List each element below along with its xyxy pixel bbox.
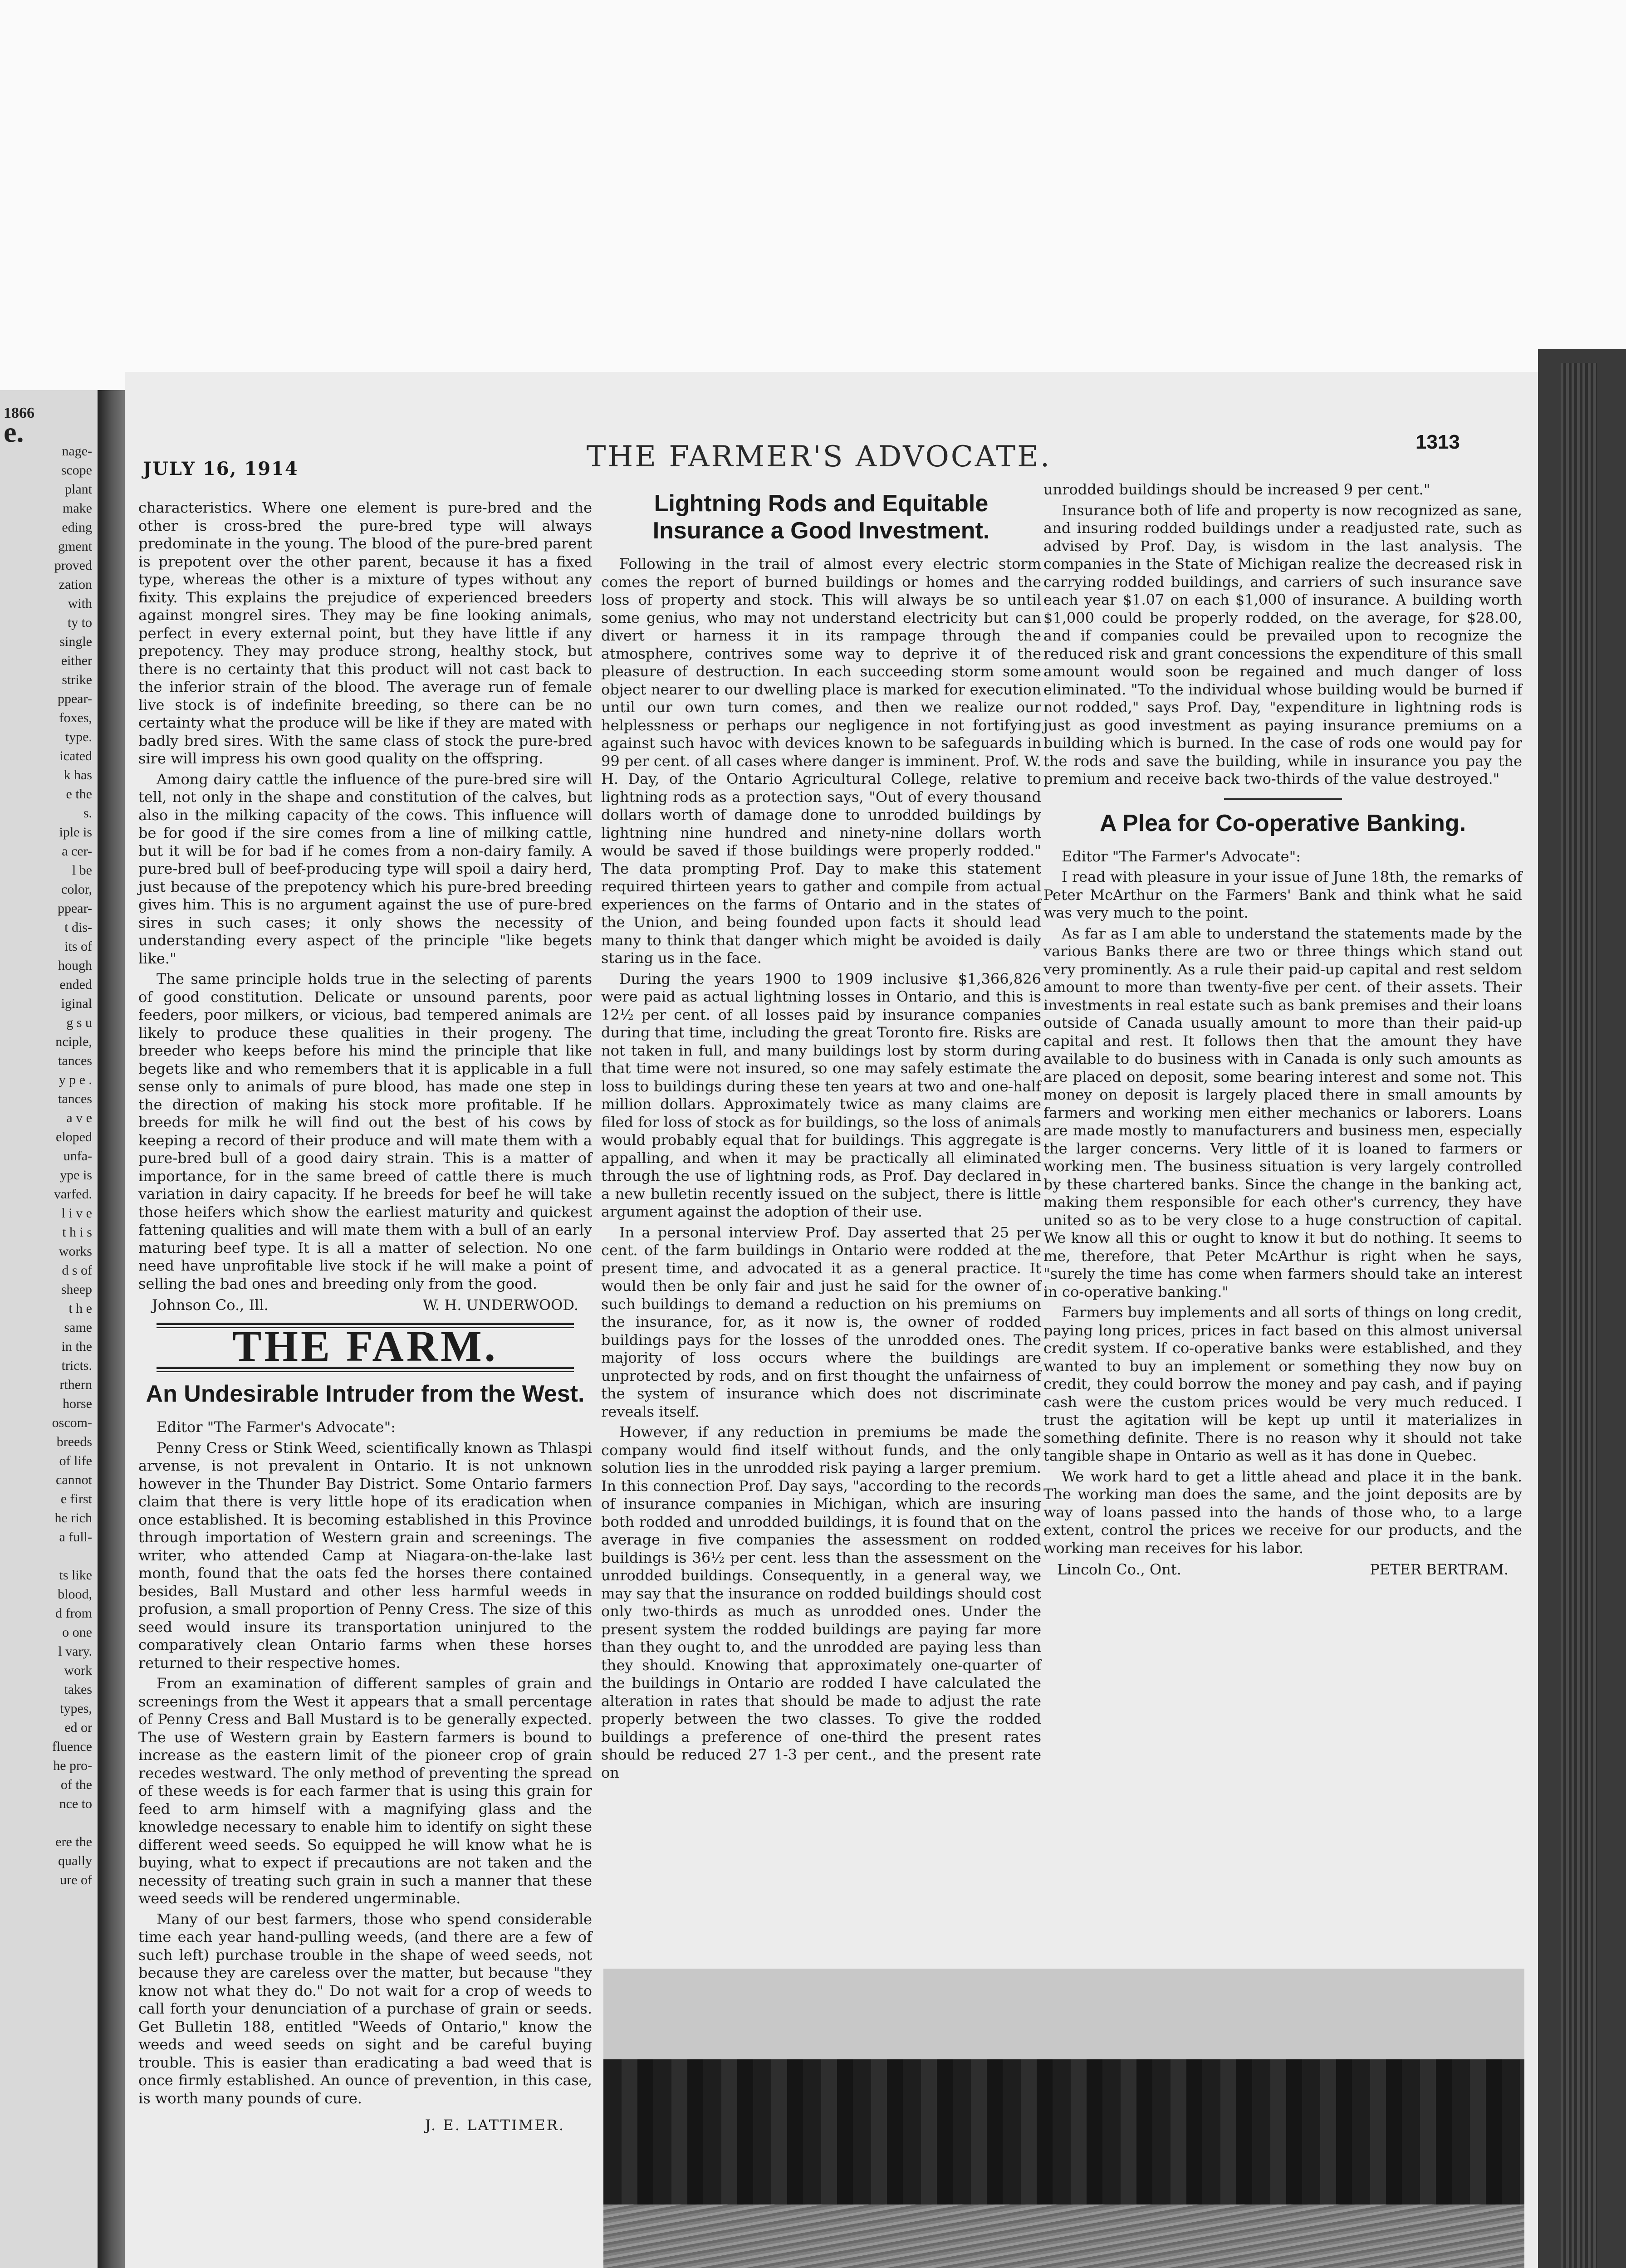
left-page-line: hough bbox=[58, 958, 92, 973]
signature-name: J. E. LATTIMER. bbox=[425, 2116, 565, 2134]
left-page-line: proved bbox=[54, 558, 92, 573]
left-page-line: a cer- bbox=[62, 844, 92, 859]
left-page-line: horse bbox=[63, 1396, 92, 1411]
left-page-line: ty to bbox=[67, 615, 92, 630]
left-page-line: gment bbox=[58, 539, 92, 554]
left-page-line: type. bbox=[65, 729, 92, 744]
paragraph: Following in the trail of almost every electric storm comes the report of burned buildings or homes and the loss of property and stock. This will always be so until some genius, who may not understand electricity but can divert or harness it in its rampage through the atmosphere, contrives some way to deprive it of the pleasure of destruction. In each succeeding storm some object nearer to our dwelling place is marked for execution until our own turn comes, and then we realize our helplessness or perhaps our negligence in not fortifying against such havoc with devices known to be safeguards in 99 per cent. of all cases where danger is imminent. Prof. W. H. Day, of the Ontario Agricultural College, relative to lightning rods as a protection says, "Out of every thousand dollars worth of damage done to unrodded buildings by lightning nine hundred and ninety-nine dollars worth would be saved if those buildings were properly rodded." The data prompting Prof. Day to make this statement required thirteen years to gather and compile from actual experiences on the farms of Ontario and in the states of the Union, and being founded upon facts it should lead many to think that danger which might be avoided is daily staring us in the face. bbox=[601, 555, 1041, 967]
left-page-line: of the bbox=[60, 1777, 92, 1792]
left-page-line: varfed. bbox=[54, 1187, 92, 1202]
left-page-line: o one bbox=[62, 1625, 92, 1640]
article-title: A Plea for Co-operative Banking. bbox=[1099, 810, 1466, 836]
left-page-line: rthern bbox=[59, 1377, 92, 1392]
left-page-line: oscom- bbox=[52, 1415, 92, 1430]
paragraph: During the years 1900 to 1909 inclusive $1,366,826 were paid as actual lightning losses in Ontario, and this is 12½ per cent. of all losses paid by insurance companies during that time, including the great Toronto fire. Risks are not taken in full, and many buildings lost by storm during that time were not insured, so one may safely estimate the loss to buildings during these ten years at two and one-half million dollars. Approximately twice as many claims are filed for loss of stock as for buildings, so the loss of animals would probably equal that for buildings. This aggregate is appalling, and when it may be practically all eliminated through the use of lightning rods, as Prof. Day declared in a new bulletin recently issued on the subject, there is little argument against the adoption of their use. bbox=[601, 970, 1041, 1220]
left-page-line: iginal bbox=[61, 996, 92, 1011]
left-page-line: types, bbox=[60, 1701, 92, 1716]
column-3 bbox=[1043, 481, 1522, 1579]
salutation: Editor "The Farmer's Advocate": bbox=[157, 1418, 396, 1436]
column-2 bbox=[601, 490, 1041, 1784]
paragraph: unrodded buildings should be increased 9 per cent." bbox=[1043, 481, 1430, 498]
left-page-line: s. bbox=[83, 806, 92, 821]
left-page-line: color, bbox=[61, 882, 92, 897]
left-page-line: works bbox=[59, 1244, 92, 1259]
left-page-line: unfa- bbox=[63, 1149, 92, 1163]
left-page-line: tances bbox=[58, 1053, 92, 1068]
paragraph: As far as I am able to understand the statements made by the various Banks there are two or three things which stand out very prominently. As a rule their paid-up capital and rest seldom amount to more than twenty-five per cent. of their assets. Their investments in real estate such as bank premises and their loans outside of Canada usually amount to more than their paid-up capital and rest. It follows then that the amount they have available to do business with in Canada is only such amounts as are placed on deposit, some bearing interest and some not. This money on deposit is largely placed there in small amounts by farmers and working men either mechanics or laborers. Loans are made mostly to manufacturers and business men, especially the larger concerns. Very little of it is loaned to farmers or working men. The business situation is very largely controlled by these chartered banks. Since the change in the banking act, making them responsible for each other's currency, they have united so as to be very close to a huge construction of capital. We know all this or ought to know it but do nothing. It seems to me, therefore, that Peter McArthur is right when he says, "surely the time has come when farmers should take an interest in co-operative banking." bbox=[1043, 924, 1522, 1300]
left-page-line: g s u bbox=[66, 1015, 92, 1030]
signature-name: PETER BERTRAM. bbox=[1370, 1561, 1508, 1578]
left-page-line: breeds bbox=[56, 1434, 92, 1449]
left-page-line: y p e . bbox=[59, 1072, 92, 1087]
left-page-line: fluence bbox=[52, 1739, 92, 1754]
left-page-line: ts like bbox=[59, 1568, 92, 1583]
salutation: Editor "The Farmer's Advocate": bbox=[1062, 847, 1301, 865]
left-page-line: blood, bbox=[58, 1587, 92, 1602]
paragraph: characteristics. Where one element is pure-bred and the other is cross-bred the pure-bred type will always predominate in the young. The blood of the pure-bred parent is prepotent over the other parent, because it has a fixed type, whereas the other is a mixture of types without any fixity. This explains the prejudice of experienced breeders against mongrel sires. They may be fine looking animals, perfect in every external point, but they have little if any prepotency. They may produce strong, healthy stock, but there is no certainty that this product will not cast back to the inferior strain of the blood. The average run of female live stock is of indefinite breeding, so there can be no certainty what the produce will be like if they are mated with badly bred sires. With the same class of stock the pure-bred sire will impress his own good quality on the offspring. bbox=[138, 499, 592, 767]
signature-line bbox=[1043, 1561, 1522, 1579]
left-page-line: iple is bbox=[59, 825, 92, 840]
left-page-number: 1866 bbox=[4, 405, 34, 421]
left-page-line: e first bbox=[60, 1491, 92, 1506]
paragraph: I read with pleasure in your issue of June 18th, the remarks of Peter McArthur on the Farmers' Bank and think what he said was very much to the point. bbox=[1043, 868, 1522, 921]
left-page-line: l be bbox=[72, 863, 92, 878]
left-page-line: ppear- bbox=[57, 691, 92, 706]
book-gutter bbox=[98, 390, 125, 2268]
left-page-line: nage- bbox=[62, 444, 92, 459]
section-title: THE FARM. bbox=[232, 1321, 498, 1370]
left-page-line: he rich bbox=[54, 1510, 92, 1525]
left-page-line bbox=[0, 1547, 98, 1566]
photograph-teachers-in-field bbox=[603, 1969, 1524, 2268]
photo-sky bbox=[603, 1969, 1524, 2073]
left-page-line: takes bbox=[64, 1682, 92, 1697]
photo-tree-line bbox=[603, 2059, 1524, 2209]
left-page-line: of life bbox=[59, 1453, 92, 1468]
left-page-line bbox=[0, 1813, 98, 1833]
article-title: Lightning Rods and Equitable Insurance a Good Investment. bbox=[652, 490, 990, 544]
signature-name: W. H. UNDERWOOD. bbox=[422, 1296, 578, 1314]
paragraph: Insurance both of life and property is now recognized as sane, and insuring rodded buildings under a readjusted rate, such as advised by Prof. Day, is wisdom in the last analysis. The companies in the State of Michigan realize the decreased risk in carrying rodded buildings, and carriers of such insurance save each year $1.07 on each $1,000 of insurance. A building worth $1,000 could be properly rodded, on the average, for $28.00, and if companies could be prevailed upon to recognize the reduced risk and grant concessions the expenditure of this small amount would soon be regained and much danger of loss eliminated. "To the individual whose building would be burned if not rodded," says Prof. Day, "expenditure in lightning rods is just as good investment as paying insurance premiums on a building which is burned. In the case of rods one would pay for the rods and save the building, while in insurance you pay the premium and receive back two-thirds of the value destroyed." bbox=[1043, 501, 1522, 787]
left-page-line: icated bbox=[59, 748, 92, 763]
left-page-line: scope bbox=[61, 463, 92, 478]
page-edge-stack bbox=[1561, 363, 1597, 2268]
paragraph: Among dairy cattle the influence of the pure-bred sire will tell, not only in the shape and constitution of the calves, but also in the milking capacity of the cows. This influence will be for good if the sire comes from a line of milking cattle, but it will be for bad if he comes from a non-dairy family. A pure-bred bull of beef-producing type will spoil a dairy herd, just because of the prepotency which his pure-bred breeding gives him. This is no argument against the use of pure-bred sires in such cases; it only shows the necessity of understanding every aspect of the principle "like begets like." bbox=[138, 770, 592, 967]
photo-grain-field bbox=[603, 2204, 1524, 2268]
paragraph: The same principle holds true in the selecting of parents of good constitution. Delicate or unsound parents, poor feeders, poor milkers, or vicious, bad tempered animals are likely to produce these qualities in their progeny. The breeder who keeps before his mind the principle that like begets like and who remembers that it is applicable in a full sense only to animals of pure blood, has made one step in the direction of making his stock more profitable. If he breeds for milk he will find out the best of his cows by keeping a record of their produce and will mate them with a pure-bred bull of a good dairy strain. This is a matter of importance, for in the same breed of cattle there is much variation in dairy capacity. If he breeds for beef he will take those heifers which show the earliest maturity and quickest fattening qualities and will mate them with a bull of an early maturing beef type. It is all a matter of selection. No one need have unprofitable live stock if he will make a point of selling the bad ones and breeding only from the good. bbox=[138, 970, 592, 1292]
left-page-line: work bbox=[64, 1663, 92, 1678]
left-page-line: eloped bbox=[56, 1129, 92, 1144]
left-page-line: eding bbox=[62, 520, 92, 535]
left-page-line: either bbox=[61, 653, 92, 668]
left-page-line: d s of bbox=[62, 1263, 92, 1278]
left-page-line: sheep bbox=[61, 1282, 92, 1297]
paragraph: We work hard to get a little ahead and place it in the bank. The working man does the same, and the joint deposits are by way of loans passed into the hands of those who, to a large extent, control the prices we receive for our products, and the working man receives for his labor. bbox=[1043, 1467, 1522, 1557]
left-page-line: with bbox=[68, 596, 92, 611]
column-1 bbox=[138, 499, 592, 2135]
paragraph: In a personal interview Prof. Day asserted that 25 per cent. of the farm buildings in Ontario were rodded at the present time, and advocated it as a general practice. It would then be only fair and just he said for the owner of such buildings to demand a reduction on his premiums on the insurance, for, as it now is, the owner of rodded buildings pays for the losses of the unrodded ones. The majority of loss occurs where the buildings are unprotected by rods, and on first thought the unfairness of the system of insurance which does not discriminate reveals itself. bbox=[601, 1223, 1041, 1420]
paragraph: Penny Cress or Stink Weed, scientifically known as Thlaspi arvense, is not prevalent in Ontario. It is not unknown however in the Thunder Bay District. Some Ontario farmers claim that there is very little hope of its eradication when once established. It is becoming established in this Province through importation of Western grain and screenings. The writer, who attended Camp at Niagara-on-the-lake last month, found that the oats fed the horses there contained besides, Ball Mustard and other less harmful weeds in profusion, a small proportion of Penny Cress. The size of this seed would insure its transportation uninjured to the comparatively clean Ontario farms when these horses returned to their respective homes. bbox=[138, 1439, 592, 1672]
left-page-line: nce to bbox=[59, 1796, 92, 1811]
left-page-lines bbox=[0, 442, 98, 1890]
left-page-line: tances bbox=[58, 1091, 92, 1106]
left-page-line: make bbox=[63, 501, 92, 516]
article-title: An Undesirable Intruder from the West. bbox=[146, 1381, 585, 1407]
signature-place: Lincoln Co., Ont. bbox=[1057, 1561, 1181, 1578]
left-page-line: plant bbox=[65, 482, 92, 497]
masthead-title: THE FARMER'S ADVOCATE. bbox=[586, 440, 1052, 474]
left-page-line: t h e bbox=[69, 1301, 92, 1316]
left-page-line: ended bbox=[59, 977, 92, 992]
left-page-line: a full- bbox=[59, 1530, 92, 1545]
paragraph: From an examination of different samples of grain and screenings from the West it appears that a small percentage of Penny Cress and Ball Mustard is to be generally expected. The use of Western grain by Eastern farmers is bound to increase as the eastern limit of the pioneer crop of grain recedes westward. The only method of preventing the spread of these weeds is for each farmer that is using this grain for feed to arm himself with a magnifying glass and the knowledge necessary to enable him to identify on sight these different weed seeds. So equipped he will know what he is buying, what to expect if precautions are not taken and the necessity of treating such grain in such a manner that these weed seeds will be rendered ungerminable. bbox=[138, 1675, 592, 1907]
left-page-line: same bbox=[64, 1320, 92, 1335]
article-divider bbox=[1224, 798, 1342, 800]
signature-place: Johnson Co., Ill. bbox=[152, 1296, 269, 1314]
left-page-line: ppear- bbox=[57, 901, 92, 916]
page-number: 1313 bbox=[1415, 431, 1460, 453]
left-page-line: cannot bbox=[56, 1472, 92, 1487]
left-page-line: foxes, bbox=[59, 710, 92, 725]
left-page-line: t h i s bbox=[62, 1225, 92, 1240]
left-page-line: e the bbox=[66, 787, 92, 802]
left-page-line: strike bbox=[62, 672, 92, 687]
left-page-line: qually bbox=[58, 1853, 92, 1868]
paragraph: However, if any reduction in premiums be made the company would find itself without funds, and the only solution lies in the unrodded risk paying a larger premium. In this connection Prof. Day says, "according to the records of insurance companies in Michigan, which are insuring both rodded and unrodded buildings, it is found that on the average in five companies the assessment on rodded buildings is 36½ per cent. less than the assessment on the unrodded buildings. Consequently, in a general way, we may say that the insurance on rodded buildings should cost only two-thirds as much as unrodded ones. Under the present system the rodded buildings are paying far more than they ought to, and the unrodded are paying less than they should. Knowing that approximately one-quarter of the buildings in Ontario are rodded I have calculated the alteration in rates that should be made to adjust the rate properly between the two classes. To give the rodded buildings a preference of one-third the present rates should be reduced 27 1-3 per cent., and the present rate on bbox=[601, 1423, 1041, 1781]
left-page-line: l i v e bbox=[61, 1206, 92, 1221]
left-page-line: he pro- bbox=[53, 1758, 92, 1773]
left-page-line: nciple, bbox=[55, 1034, 92, 1049]
left-page-fragment bbox=[0, 390, 98, 2268]
paragraph: Farmers buy implements and all sorts of things on long credit, paying long prices, prices in fact based on this almost universal credit system. If co-operative banks were established, and they wanted to buy an implement or something they now buy on credit, they could borrow the money and pay cash, and if paying cash were the custom prices would be very much reduced. I trust the agitation will be kept up until it materializes in something definite. There is no reason why it should not take tangible shape in Ontario as well as it has done in Quebec. bbox=[1043, 1304, 1522, 1464]
left-page-line: l vary. bbox=[58, 1644, 92, 1659]
left-page-line: ure of bbox=[60, 1872, 92, 1887]
left-page-line: in the bbox=[61, 1339, 92, 1354]
left-page-line: its of bbox=[64, 939, 92, 954]
paragraph: Many of our best farmers, those who spend considerable time each year hand-pulling weeds, (and there are a few of such left) purchase trouble in the shape of weed seeds, not because they are careless over the matter, but because "they know not what they do." Do not wait for a crop of weeds to call forth your denunciation of a purchase of grain or seeds. Get Bulletin 188, entitled "Weeds of Ontario," know the weeds and weed seeds on sight and be careful buying trouble. This is easier than eradicating a bad weed that is once firmly established. An ounce of prevention, in this case, is worth many pounds of cure. bbox=[138, 1910, 592, 2107]
left-page-line: t dis- bbox=[64, 920, 92, 935]
left-page-line: d from bbox=[55, 1606, 92, 1621]
left-page-line: single bbox=[59, 634, 92, 649]
left-page-line: zation bbox=[59, 577, 92, 592]
signature-line bbox=[138, 1296, 592, 1315]
left-page-line: ed or bbox=[64, 1720, 92, 1735]
left-page-line: a v e bbox=[66, 1110, 92, 1125]
left-page-line: k has bbox=[64, 767, 92, 782]
left-page-line: tricts. bbox=[61, 1358, 92, 1373]
issue-date: JULY 16, 1914 bbox=[143, 458, 299, 479]
left-page-line: ere the bbox=[55, 1834, 92, 1849]
left-page-line: ype is bbox=[60, 1168, 92, 1183]
left-page-heading-fragment: e. bbox=[4, 416, 24, 448]
